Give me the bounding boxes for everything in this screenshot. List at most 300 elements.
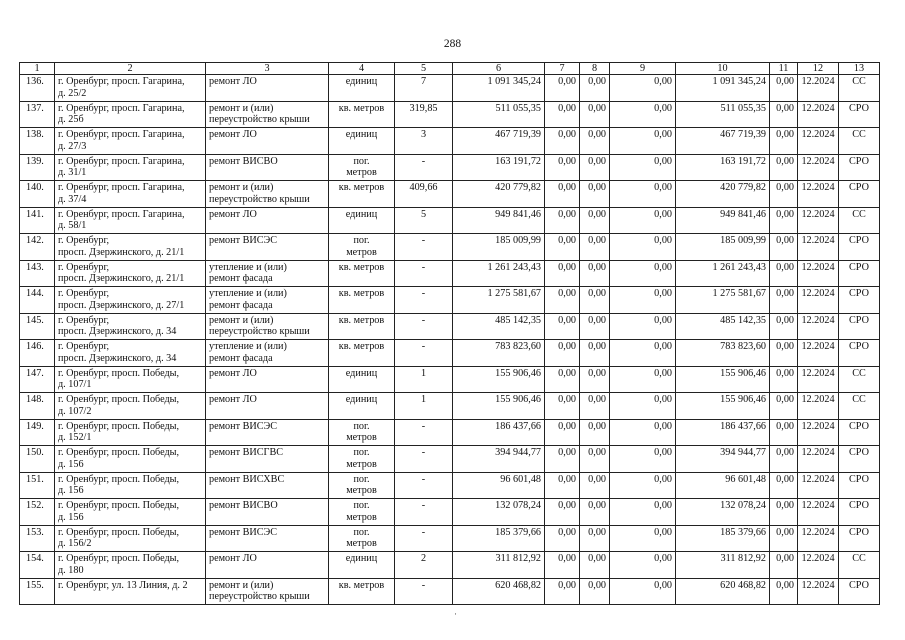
fund-cell-7: 0,00 xyxy=(545,340,580,367)
column-header: 10 xyxy=(676,63,770,75)
total-cost-cell: 467 719,39 xyxy=(453,128,545,155)
work-type-cell xyxy=(206,234,329,261)
work-type-cell-line: ремонт ВИСВО xyxy=(209,155,278,167)
unit-cell-line: метров xyxy=(346,432,377,443)
unit-cell xyxy=(329,101,395,128)
address-cell-line: д. 156/2 xyxy=(58,538,92,549)
address-cell xyxy=(55,393,206,420)
unit-cell xyxy=(329,287,395,314)
unit-cell xyxy=(329,340,395,367)
address-cell-line: просп. Дзержинского, д. 21/1 xyxy=(58,273,185,284)
unit-cell xyxy=(329,75,395,102)
total-cost-cell: 420 779,82 xyxy=(453,181,545,208)
owner-funds-cell: 783 823,60 xyxy=(676,340,770,367)
fund-cell-9: 0,00 xyxy=(610,393,676,420)
unit-cell-line: метров xyxy=(346,485,377,496)
unit-cell-line: кв. метров xyxy=(338,341,385,352)
address-cell-line: г. Оренбург, просп. Гагарина, xyxy=(58,208,185,220)
work-type-cell-line: ремонт и (или) xyxy=(209,102,274,114)
volume-cell: - xyxy=(395,234,453,261)
fund-type-cell: СРО xyxy=(839,101,880,128)
address-cell xyxy=(55,340,206,367)
address-cell-line: д. 156 xyxy=(58,511,84,523)
unit-cell-line: пог. xyxy=(353,447,370,458)
fund-type-cell: СРО xyxy=(839,287,880,314)
address-cell-line: г. Оренбург, просп. Победы, xyxy=(58,553,180,564)
volume-cell: - xyxy=(395,154,453,181)
fund-cell-11: 0,00 xyxy=(770,472,798,499)
fund-cell-8: 0,00 xyxy=(580,393,610,420)
fund-cell-8: 0,00 xyxy=(580,499,610,526)
deadline-cell: 12.2024 xyxy=(798,154,839,181)
fund-cell-9: 0,00 xyxy=(610,128,676,155)
address-cell-line: г. Оренбург, просп. Победы, xyxy=(58,473,180,485)
fund-cell-7: 0,00 xyxy=(545,419,580,446)
fund-cell-7: 0,00 xyxy=(545,525,580,552)
table-row xyxy=(20,393,880,420)
fund-cell-9: 0,00 xyxy=(610,446,676,473)
fund-cell-7: 0,00 xyxy=(545,287,580,314)
volume-cell: 5 xyxy=(395,207,453,234)
owner-funds-cell: 185 009,99 xyxy=(676,234,770,261)
table-row xyxy=(20,472,880,499)
fund-cell-9: 0,00 xyxy=(610,234,676,261)
fund-type-cell: СС xyxy=(839,393,880,420)
address-cell xyxy=(55,472,206,499)
owner-funds-cell: 620 468,82 xyxy=(676,578,770,605)
column-header: 9 xyxy=(610,63,676,75)
page-number: 288 xyxy=(443,38,462,50)
address-cell-line: д. 156 xyxy=(58,485,84,496)
work-type-cell-line: ремонт ВИСЭС xyxy=(209,420,278,432)
fund-cell-8: 0,00 xyxy=(580,75,610,102)
address-cell-line: г. Оренбург, просп. Победы, xyxy=(58,526,180,538)
fund-cell-8: 0,00 xyxy=(580,446,610,473)
fund-type-cell: СРО xyxy=(839,234,880,261)
total-cost-cell: 185 009,99 xyxy=(453,234,545,261)
unit-cell xyxy=(329,393,395,420)
fund-cell-8: 0,00 xyxy=(580,260,610,287)
work-type-cell-line: утепление и (или) xyxy=(209,341,287,352)
unit-cell-line: единиц xyxy=(345,208,378,220)
unit-cell xyxy=(329,578,395,605)
fund-cell-8: 0,00 xyxy=(580,154,610,181)
owner-funds-cell: 163 191,72 xyxy=(676,154,770,181)
work-type-cell xyxy=(206,446,329,473)
row-number-cell: 151. xyxy=(20,472,55,499)
address-cell xyxy=(55,181,206,208)
owner-funds-cell: 485 142,35 xyxy=(676,313,770,340)
fund-cell-9: 0,00 xyxy=(610,525,676,552)
work-type-cell xyxy=(206,366,329,393)
unit-cell-line: кв. метров xyxy=(338,314,385,326)
row-number-cell: 146. xyxy=(20,340,55,367)
fund-cell-7: 0,00 xyxy=(545,472,580,499)
column-header: 11 xyxy=(770,63,798,75)
fund-cell-9: 0,00 xyxy=(610,366,676,393)
row-number-cell: 143. xyxy=(20,260,55,287)
address-cell xyxy=(55,313,206,340)
address-cell-line: просп. Дзержинского, д. 21/1 xyxy=(58,246,185,258)
address-cell xyxy=(55,366,206,393)
total-cost-cell: 155 906,46 xyxy=(453,393,545,420)
fund-type-cell: СС xyxy=(839,366,880,393)
address-cell-line: г. Оренбург, просп. Победы, xyxy=(58,447,180,458)
address-cell-line: г. Оренбург, xyxy=(58,341,110,352)
address-cell-line: г. Оренбург, просп. Победы, xyxy=(58,500,180,511)
row-number-cell: 147. xyxy=(20,366,55,393)
unit-cell-line: метров xyxy=(346,511,377,523)
address-cell xyxy=(55,525,206,552)
column-header: 6 xyxy=(453,63,545,75)
work-type-cell-line: ремонт ЛО xyxy=(209,394,257,405)
work-type-cell-line: переустройство крыши xyxy=(209,326,310,337)
unit-cell xyxy=(329,234,395,261)
fund-cell-8: 0,00 xyxy=(580,340,610,367)
fund-cell-9: 0,00 xyxy=(610,552,676,579)
owner-funds-cell: 467 719,39 xyxy=(676,128,770,155)
deadline-cell: 12.2024 xyxy=(798,287,839,314)
address-cell xyxy=(55,154,206,181)
work-type-cell xyxy=(206,181,329,208)
fund-cell-11: 0,00 xyxy=(770,366,798,393)
deadline-cell: 12.2024 xyxy=(798,419,839,446)
table-row xyxy=(20,234,880,261)
address-cell-line: г. Оренбург, просп. Победы, xyxy=(58,367,180,379)
column-header: 7 xyxy=(545,63,580,75)
work-type-cell xyxy=(206,499,329,526)
deadline-cell: 12.2024 xyxy=(798,128,839,155)
scan-dot: · xyxy=(454,609,457,619)
work-type-cell-line: ремонт ЛО xyxy=(209,553,257,564)
fund-cell-8: 0,00 xyxy=(580,234,610,261)
fund-cell-8: 0,00 xyxy=(580,472,610,499)
address-cell-line: д. 107/2 xyxy=(58,405,92,417)
volume-cell: 7 xyxy=(395,75,453,102)
address-cell xyxy=(55,234,206,261)
work-type-cell-line: ремонт ВИСВО xyxy=(209,500,278,511)
fund-type-cell: СРО xyxy=(839,446,880,473)
unit-cell-line: единиц xyxy=(345,367,378,379)
fund-cell-9: 0,00 xyxy=(610,75,676,102)
fund-cell-11: 0,00 xyxy=(770,181,798,208)
deadline-cell: 12.2024 xyxy=(798,472,839,499)
fund-type-cell: СРО xyxy=(839,419,880,446)
work-type-cell-line: ремонт ЛО xyxy=(209,367,257,379)
fund-cell-11: 0,00 xyxy=(770,499,798,526)
total-cost-cell: 783 823,60 xyxy=(453,340,545,367)
work-type-cell xyxy=(206,207,329,234)
address-cell-line: г. Оренбург, просп. Гагарина, xyxy=(58,102,185,114)
work-type-cell-line: ремонт и (или) xyxy=(209,182,274,193)
unit-cell xyxy=(329,446,395,473)
owner-funds-cell: 185 379,66 xyxy=(676,525,770,552)
fund-cell-8: 0,00 xyxy=(580,525,610,552)
work-type-cell xyxy=(206,552,329,579)
table-body xyxy=(20,75,880,605)
table-row xyxy=(20,340,880,367)
deadline-cell: 12.2024 xyxy=(798,101,839,128)
address-cell xyxy=(55,75,206,102)
work-type-cell xyxy=(206,75,329,102)
volume-cell: 1 xyxy=(395,393,453,420)
table-row xyxy=(20,525,880,552)
table-row xyxy=(20,446,880,473)
fund-cell-8: 0,00 xyxy=(580,366,610,393)
row-number-cell: 152. xyxy=(20,499,55,526)
address-cell-line: г. Оренбург, просп. Гагарина, xyxy=(58,182,185,193)
table-row xyxy=(20,181,880,208)
fund-type-cell: СС xyxy=(839,552,880,579)
address-cell-line: д. 25б xyxy=(58,114,84,125)
work-type-cell-line: ремонт ВИСГВС xyxy=(209,447,284,458)
table-row xyxy=(20,366,880,393)
row-number-cell: 140. xyxy=(20,181,55,208)
address-cell xyxy=(55,499,206,526)
fund-cell-9: 0,00 xyxy=(610,340,676,367)
work-type-cell xyxy=(206,154,329,181)
column-header: 4 xyxy=(329,63,395,75)
fund-cell-7: 0,00 xyxy=(545,499,580,526)
fund-cell-11: 0,00 xyxy=(770,234,798,261)
address-cell-line: д. 58/1 xyxy=(58,220,87,231)
address-cell-line: г. Оренбург, просп. Гагарина, xyxy=(58,129,185,140)
unit-cell xyxy=(329,128,395,155)
unit-cell-line: единиц xyxy=(345,129,378,140)
deadline-cell: 12.2024 xyxy=(798,181,839,208)
unit-cell-line: единиц xyxy=(345,553,378,564)
volume-cell: - xyxy=(395,499,453,526)
work-type-cell-line: ремонт фасада xyxy=(209,273,273,284)
unit-cell-line: пог. xyxy=(353,473,370,485)
address-cell-line: д. 37/4 xyxy=(58,193,87,205)
unit-cell-line: кв. метров xyxy=(338,182,385,193)
deadline-cell: 12.2024 xyxy=(798,578,839,605)
work-type-cell xyxy=(206,260,329,287)
work-type-cell-line: ремонт и (или) xyxy=(209,314,274,326)
owner-funds-cell: 394 944,77 xyxy=(676,446,770,473)
total-cost-cell: 163 191,72 xyxy=(453,154,545,181)
fund-cell-9: 0,00 xyxy=(610,313,676,340)
fund-cell-11: 0,00 xyxy=(770,340,798,367)
fund-type-cell: СРО xyxy=(839,340,880,367)
table-row xyxy=(20,313,880,340)
table-row xyxy=(20,578,880,605)
address-cell xyxy=(55,578,206,605)
column-header: 1 xyxy=(20,63,55,75)
table-row xyxy=(20,287,880,314)
work-type-cell-line: переустройство крыши xyxy=(209,114,310,125)
work-type-cell-line: ремонт ВИСХВС xyxy=(209,473,285,485)
header-row xyxy=(20,63,880,75)
work-type-cell xyxy=(206,393,329,420)
work-type-cell xyxy=(206,101,329,128)
fund-cell-7: 0,00 xyxy=(545,101,580,128)
total-cost-cell: 394 944,77 xyxy=(453,446,545,473)
address-cell-line: г. Оренбург, просп. Гагарина, xyxy=(58,155,185,167)
address-cell-line: просп. Дзержинского, д. 34 xyxy=(58,326,177,337)
fund-cell-7: 0,00 xyxy=(545,154,580,181)
volume-cell: - xyxy=(395,472,453,499)
table-row xyxy=(20,101,880,128)
total-cost-cell: 185 379,66 xyxy=(453,525,545,552)
owner-funds-cell: 155 906,46 xyxy=(676,366,770,393)
unit-cell-line: кв. метров xyxy=(338,102,385,114)
row-number-cell: 142. xyxy=(20,234,55,261)
volume-cell: - xyxy=(395,446,453,473)
address-cell xyxy=(55,260,206,287)
table-row xyxy=(20,499,880,526)
address-cell xyxy=(55,552,206,579)
unit-cell-line: метров xyxy=(346,458,377,470)
table-row xyxy=(20,128,880,155)
fund-cell-7: 0,00 xyxy=(545,75,580,102)
total-cost-cell: 155 906,46 xyxy=(453,366,545,393)
address-cell-line: просп. Дзержинского, д. 34 xyxy=(58,352,177,364)
volume-cell: 409,66 xyxy=(395,181,453,208)
column-header: 2 xyxy=(55,63,206,75)
unit-cell xyxy=(329,472,395,499)
unit-cell-line: кв. метров xyxy=(338,288,385,299)
address-cell-line: г. Оренбург, xyxy=(58,314,110,326)
column-header: 5 xyxy=(395,63,453,75)
fund-cell-9: 0,00 xyxy=(610,207,676,234)
total-cost-cell: 949 841,46 xyxy=(453,207,545,234)
deadline-cell: 12.2024 xyxy=(798,75,839,102)
work-type-cell xyxy=(206,287,329,314)
unit-cell xyxy=(329,154,395,181)
fund-cell-8: 0,00 xyxy=(580,578,610,605)
address-cell-line: г. Оренбург, просп. Победы, xyxy=(58,394,180,405)
owner-funds-cell: 1 275 581,67 xyxy=(676,287,770,314)
row-number-cell: 138. xyxy=(20,128,55,155)
volume-cell: - xyxy=(395,313,453,340)
work-type-cell xyxy=(206,340,329,367)
fund-cell-9: 0,00 xyxy=(610,154,676,181)
work-type-cell xyxy=(206,578,329,605)
address-cell xyxy=(55,419,206,446)
fund-cell-7: 0,00 xyxy=(545,366,580,393)
unit-cell-line: кв. метров xyxy=(338,261,385,273)
unit-cell xyxy=(329,260,395,287)
address-cell-line: г. Оренбург, просп. Победы, xyxy=(58,420,180,432)
row-number-cell: 144. xyxy=(20,287,55,314)
column-header: 3 xyxy=(206,63,329,75)
table-row xyxy=(20,260,880,287)
total-cost-cell: 1 275 581,67 xyxy=(453,287,545,314)
fund-type-cell: СРО xyxy=(839,499,880,526)
volume-cell: - xyxy=(395,525,453,552)
fund-cell-9: 0,00 xyxy=(610,419,676,446)
owner-funds-cell: 186 437,66 xyxy=(676,419,770,446)
deadline-cell: 12.2024 xyxy=(798,552,839,579)
unit-cell-line: пог. xyxy=(353,500,370,511)
row-number-cell: 153. xyxy=(20,525,55,552)
table-row xyxy=(20,154,880,181)
work-type-cell xyxy=(206,313,329,340)
row-number-cell: 141. xyxy=(20,207,55,234)
address-cell-line: г. Оренбург, просп. Гагарина, xyxy=(58,76,185,87)
total-cost-cell: 511 055,35 xyxy=(453,101,545,128)
address-cell xyxy=(55,128,206,155)
fund-cell-9: 0,00 xyxy=(610,472,676,499)
fund-cell-11: 0,00 xyxy=(770,393,798,420)
address-cell-line: д. 152/1 xyxy=(58,432,92,443)
address-cell-line: г. Оренбург, ул. 13 Линия, д. 2 xyxy=(58,579,188,591)
table-row xyxy=(20,552,880,579)
unit-cell-line: единиц xyxy=(345,394,378,405)
deadline-cell: 12.2024 xyxy=(798,234,839,261)
fund-cell-8: 0,00 xyxy=(580,552,610,579)
fund-cell-7: 0,00 xyxy=(545,207,580,234)
repair-plan-table xyxy=(19,62,880,605)
table-row xyxy=(20,207,880,234)
volume-cell: - xyxy=(395,419,453,446)
address-cell xyxy=(55,101,206,128)
fund-type-cell: СРО xyxy=(839,181,880,208)
row-number-cell: 154. xyxy=(20,552,55,579)
volume-cell: - xyxy=(395,287,453,314)
fund-cell-8: 0,00 xyxy=(580,207,610,234)
table-row xyxy=(20,419,880,446)
owner-funds-cell: 420 779,82 xyxy=(676,181,770,208)
total-cost-cell: 132 078,24 xyxy=(453,499,545,526)
row-number-cell: 137. xyxy=(20,101,55,128)
fund-cell-7: 0,00 xyxy=(545,313,580,340)
fund-type-cell: СС xyxy=(839,75,880,102)
volume-cell: 319,85 xyxy=(395,101,453,128)
total-cost-cell: 186 437,66 xyxy=(453,419,545,446)
fund-cell-9: 0,00 xyxy=(610,499,676,526)
work-type-cell-line: ремонт ЛО xyxy=(209,208,257,220)
work-type-cell-line: ремонт фасада xyxy=(209,352,273,364)
unit-cell-line: пог. xyxy=(353,420,370,432)
work-type-cell-line: ремонт ВИСЭС xyxy=(209,235,278,246)
total-cost-cell: 1 261 243,43 xyxy=(453,260,545,287)
unit-cell-line: пог. xyxy=(353,155,370,167)
address-cell-line: д. 180 xyxy=(58,564,84,576)
address-cell-line: д. 27/3 xyxy=(58,140,87,152)
address-cell-line: г. Оренбург, xyxy=(58,261,110,273)
fund-cell-8: 0,00 xyxy=(580,287,610,314)
fund-cell-11: 0,00 xyxy=(770,419,798,446)
work-type-cell-line: ремонт ВИСЭС xyxy=(209,526,278,538)
row-number-cell: 148. xyxy=(20,393,55,420)
fund-cell-8: 0,00 xyxy=(580,101,610,128)
fund-cell-9: 0,00 xyxy=(610,181,676,208)
fund-cell-11: 0,00 xyxy=(770,101,798,128)
fund-type-cell: СРО xyxy=(839,472,880,499)
fund-cell-11: 0,00 xyxy=(770,578,798,605)
address-cell xyxy=(55,446,206,473)
fund-cell-9: 0,00 xyxy=(610,260,676,287)
owner-funds-cell: 1 261 243,43 xyxy=(676,260,770,287)
fund-type-cell: СРО xyxy=(839,154,880,181)
row-number-cell: 145. xyxy=(20,313,55,340)
work-type-cell-line: ремонт ЛО xyxy=(209,76,257,87)
owner-funds-cell: 511 055,35 xyxy=(676,101,770,128)
work-type-cell-line: переустройство крыши xyxy=(209,591,310,602)
work-type-cell xyxy=(206,525,329,552)
volume-cell: 1 xyxy=(395,366,453,393)
fund-type-cell: СРО xyxy=(839,525,880,552)
unit-cell xyxy=(329,366,395,393)
fund-cell-7: 0,00 xyxy=(545,552,580,579)
unit-cell-line: пог. xyxy=(353,526,370,538)
owner-funds-cell: 155 906,46 xyxy=(676,393,770,420)
table-row xyxy=(20,75,880,102)
unit-cell-line: метров xyxy=(346,167,377,178)
